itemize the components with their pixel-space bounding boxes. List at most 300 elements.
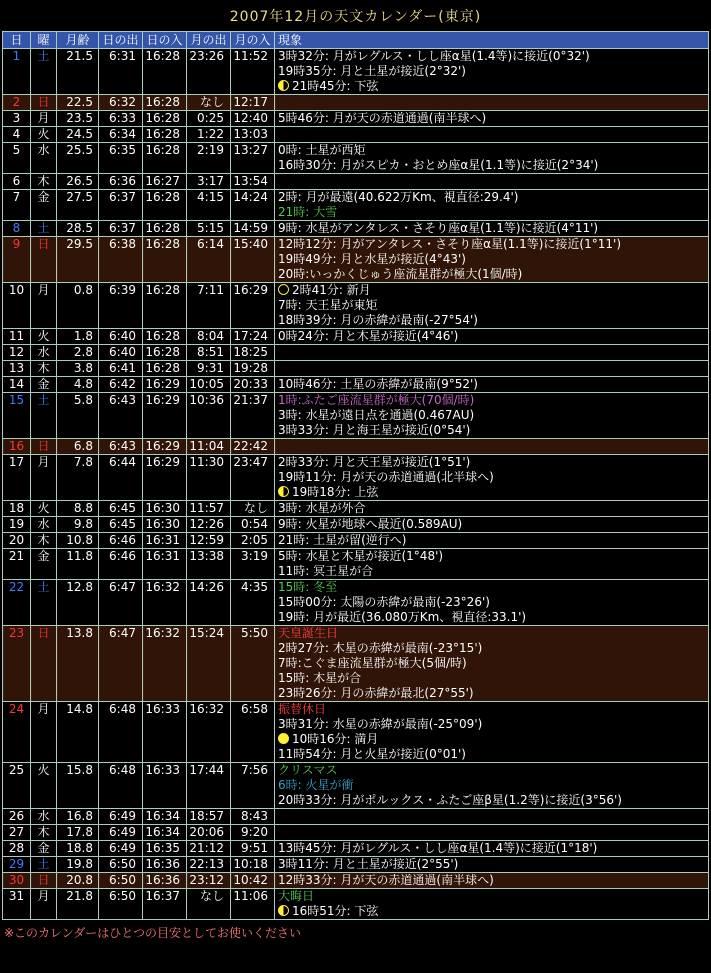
event-text: 6時: 火星が衝	[278, 778, 354, 792]
sunset-cell: 16:32	[143, 580, 187, 626]
calendar-row	[3, 825, 709, 841]
day-cell: 20	[3, 533, 31, 549]
column-header-1: 日	[3, 32, 31, 49]
calendar-row	[3, 501, 709, 517]
calendar-row	[3, 841, 709, 857]
moonrise-cell: 15:24	[187, 626, 231, 702]
calendar-row	[3, 377, 709, 393]
sunset-cell: 16:28	[143, 95, 187, 111]
event-text: 11時: 冥王星が合	[278, 564, 374, 578]
day-cell: 28	[3, 841, 31, 857]
event-text: 19時49分: 月と水星が接近(4°43')	[278, 252, 466, 266]
weekday-cell: 火	[31, 127, 57, 143]
weekday-cell: 土	[31, 580, 57, 626]
day-cell: 17	[3, 455, 31, 501]
column-header-6: 月の出	[187, 32, 231, 49]
day-cell: 29	[3, 857, 31, 873]
weekday-cell: 木	[31, 361, 57, 377]
moonrise-cell: 8:51	[187, 345, 231, 361]
moon-age-cell: 15.8	[57, 763, 99, 809]
sunset-cell: 16:28	[143, 143, 187, 174]
moonset-cell: 17:24	[231, 329, 275, 345]
moonset-cell: 0:54	[231, 517, 275, 533]
moonset-cell: 7:56	[231, 763, 275, 809]
new-moon-icon	[278, 284, 289, 295]
moonrise-cell: 11:30	[187, 455, 231, 501]
moonrise-cell: 2:19	[187, 143, 231, 174]
phenomena-cell	[275, 95, 709, 111]
event-line	[278, 329, 708, 344]
moonset-cell: 13:54	[231, 174, 275, 190]
event-text: 3時33分: 月と海王星が接近(0°54')	[278, 423, 471, 437]
phenomena-cell	[275, 377, 709, 393]
event-line	[278, 237, 708, 252]
phenomena-cell	[275, 702, 709, 763]
moonrise-cell: 23:26	[187, 49, 231, 95]
moonrise-cell: 10:05	[187, 377, 231, 393]
weekday-cell: 土	[31, 49, 57, 95]
event-line	[278, 252, 708, 267]
moon-age-cell: 16.8	[57, 809, 99, 825]
event-line	[278, 778, 708, 793]
phenomena-cell	[275, 889, 709, 920]
astro-calendar-table	[2, 31, 709, 920]
event-line	[278, 408, 708, 423]
calendar-row	[3, 857, 709, 873]
sunrise-cell: 6:33	[99, 111, 143, 127]
calendar-row	[3, 533, 709, 549]
phenomena-cell	[275, 501, 709, 517]
phenomena-cell	[275, 345, 709, 361]
calendar-row	[3, 237, 709, 283]
phenomena-cell	[275, 439, 709, 455]
moonrise-cell: 6:14	[187, 237, 231, 283]
calendar-row	[3, 889, 709, 920]
sunrise-cell: 6:32	[99, 95, 143, 111]
day-cell: 4	[3, 127, 31, 143]
phenomena-cell	[275, 549, 709, 580]
weekday-cell: 月	[31, 889, 57, 920]
calendar-row	[3, 95, 709, 111]
phenomena-cell	[275, 857, 709, 873]
calendar-row	[3, 190, 709, 221]
day-cell: 5	[3, 143, 31, 174]
moonrise-cell: なし	[187, 95, 231, 111]
sunset-cell: 16:29	[143, 393, 187, 439]
moon-age-cell: 22.5	[57, 95, 99, 111]
moon-age-cell: 12.8	[57, 580, 99, 626]
calendar-row	[3, 455, 709, 501]
phenomena-cell	[275, 127, 709, 143]
day-cell: 14	[3, 377, 31, 393]
calendar-row	[3, 221, 709, 237]
event-line	[278, 641, 708, 656]
day-cell: 23	[3, 626, 31, 702]
moonset-cell: 11:06	[231, 889, 275, 920]
event-text: 3時: 水星が遠日点を通過(0.467AU)	[278, 408, 475, 422]
event-line	[278, 221, 708, 236]
sunrise-cell: 6:50	[99, 873, 143, 889]
calendar-body	[3, 49, 709, 920]
event-text: 21時45分: 下弦	[292, 79, 379, 93]
calendar-row	[3, 361, 709, 377]
moonset-cell: 10:18	[231, 857, 275, 873]
sunset-cell: 16:31	[143, 533, 187, 549]
sunrise-cell: 6:40	[99, 345, 143, 361]
moon-age-cell: 6.8	[57, 439, 99, 455]
event-text: 9時: 火星が地球へ最近(0.589AU)	[278, 517, 463, 531]
day-cell: 27	[3, 825, 31, 841]
event-line	[278, 485, 708, 500]
event-text: 7時:こぐま座流星群が極大(5個/時)	[278, 656, 467, 670]
moonset-cell: 11:52	[231, 49, 275, 95]
moonset-cell: 13:27	[231, 143, 275, 174]
moonset-cell: なし	[231, 501, 275, 517]
calendar-row	[3, 517, 709, 533]
event-text: 21時: 土星が留(逆行へ)	[278, 533, 407, 547]
sunrise-cell: 6:36	[99, 174, 143, 190]
event-line	[278, 49, 708, 64]
event-text: 7時: 天王星が東矩	[278, 298, 378, 312]
phenomena-cell	[275, 361, 709, 377]
event-line	[278, 717, 708, 732]
sunset-cell: 16:37	[143, 889, 187, 920]
sunrise-cell: 6:34	[99, 127, 143, 143]
event-line	[278, 671, 708, 686]
moon-age-cell: 20.8	[57, 873, 99, 889]
sunrise-cell: 6:47	[99, 626, 143, 702]
event-text: 3時11分: 月と土星が接近(2°55')	[278, 857, 459, 871]
header-row	[3, 32, 709, 49]
event-text: 5時: 水星と木星が接近(1°48')	[278, 549, 444, 563]
sunrise-cell: 6:49	[99, 825, 143, 841]
weekday-cell: 火	[31, 763, 57, 809]
event-text: 0時24分: 月と木星が接近(4°46')	[278, 329, 459, 343]
sunset-cell: 16:28	[143, 221, 187, 237]
phenomena-cell	[275, 49, 709, 95]
event-line	[278, 732, 708, 747]
weekday-cell: 水	[31, 517, 57, 533]
calendar-row	[3, 580, 709, 626]
sunset-cell: 16:28	[143, 111, 187, 127]
event-text: 2時27分: 木星の赤緯が最南(-23°15')	[278, 641, 483, 655]
event-text: 19時: 月が最近(36.080万Km、視直径:33.1')	[278, 610, 527, 624]
moonrise-cell: 3:17	[187, 174, 231, 190]
event-text: 3時31分: 水星の赤緯が最南(-25°09')	[278, 717, 483, 731]
sunrise-cell: 6:49	[99, 841, 143, 857]
moonset-cell: 2:05	[231, 533, 275, 549]
sunrise-cell: 6:48	[99, 763, 143, 809]
last-quarter-moon-icon	[278, 905, 289, 916]
weekday-cell: 火	[31, 329, 57, 345]
phenomena-cell	[275, 626, 709, 702]
sunrise-cell: 6:47	[99, 580, 143, 626]
moon-age-cell: 25.5	[57, 143, 99, 174]
moonrise-cell: 7:11	[187, 283, 231, 329]
day-cell: 1	[3, 49, 31, 95]
sunrise-cell: 6:35	[99, 143, 143, 174]
day-cell: 21	[3, 549, 31, 580]
calendar-row	[3, 439, 709, 455]
event-line	[278, 190, 708, 205]
event-text: 16時30分: 月がスピカ・おとめ座α星(1.1等)に接近(2°34')	[278, 158, 599, 172]
full-moon-icon	[278, 733, 289, 744]
sunrise-cell: 6:46	[99, 549, 143, 580]
weekday-cell: 日	[31, 237, 57, 283]
page-title: 2007年12月の天文カレンダー(東京)	[229, 9, 482, 25]
weekday-cell: 月	[31, 111, 57, 127]
calendar-row	[3, 873, 709, 889]
moon-age-cell: 14.8	[57, 702, 99, 763]
day-cell: 16	[3, 439, 31, 455]
event-line	[278, 889, 708, 904]
calendar-row	[3, 809, 709, 825]
day-cell: 10	[3, 283, 31, 329]
moonset-cell: 16:29	[231, 283, 275, 329]
day-cell: 18	[3, 501, 31, 517]
calendar-row	[3, 127, 709, 143]
event-line	[278, 904, 708, 919]
event-text: 15時: 木星が合	[278, 671, 362, 685]
moonrise-cell: 8:04	[187, 329, 231, 345]
sunrise-cell: 6:43	[99, 439, 143, 455]
phenomena-cell	[275, 283, 709, 329]
sunrise-cell: 6:40	[99, 329, 143, 345]
sunrise-cell: 6:38	[99, 237, 143, 283]
moonset-cell: 18:25	[231, 345, 275, 361]
calendar-row	[3, 393, 709, 439]
moonrise-cell: 11:57	[187, 501, 231, 517]
event-text: 20時33分: 月がポルックス・ふたご座β星(1.2等)に接近(3°56')	[278, 793, 622, 807]
weekday-cell: 水	[31, 809, 57, 825]
day-cell: 13	[3, 361, 31, 377]
phenomena-cell	[275, 221, 709, 237]
day-cell: 11	[3, 329, 31, 345]
event-line	[278, 763, 708, 778]
event-line	[278, 377, 708, 392]
event-line	[278, 686, 708, 701]
weekday-cell: 金	[31, 377, 57, 393]
event-line	[278, 702, 708, 717]
sunrise-cell: 6:48	[99, 702, 143, 763]
calendar-row	[3, 174, 709, 190]
sunset-cell: 16:36	[143, 873, 187, 889]
weekday-cell: 月	[31, 283, 57, 329]
event-text: 19時35分: 月と土星が接近(2°32')	[278, 64, 466, 78]
sunrise-cell: 6:44	[99, 455, 143, 501]
weekday-cell: 土	[31, 857, 57, 873]
sunrise-cell: 6:50	[99, 889, 143, 920]
event-line	[278, 533, 708, 548]
event-line	[278, 313, 708, 328]
moonrise-cell: 11:04	[187, 439, 231, 455]
event-line	[278, 873, 708, 888]
moonrise-cell: 4:15	[187, 190, 231, 221]
sunset-cell: 16:29	[143, 455, 187, 501]
moonrise-cell: 22:13	[187, 857, 231, 873]
event-line	[278, 205, 708, 220]
event-line	[278, 626, 708, 641]
event-line	[278, 158, 708, 173]
sunrise-cell: 6:50	[99, 857, 143, 873]
moon-age-cell: 24.5	[57, 127, 99, 143]
weekday-cell: 木	[31, 174, 57, 190]
event-line	[278, 267, 708, 282]
event-text: 15時: 冬至	[278, 580, 338, 594]
sunrise-cell: 6:41	[99, 361, 143, 377]
weekday-cell: 水	[31, 143, 57, 174]
column-header-4: 日の出	[99, 32, 143, 49]
sunset-cell: 16:28	[143, 361, 187, 377]
moon-age-cell: 23.5	[57, 111, 99, 127]
moonrise-cell: 20:06	[187, 825, 231, 841]
event-text: 21時: 大雪	[278, 205, 338, 219]
sunrise-cell: 6:46	[99, 533, 143, 549]
phenomena-cell	[275, 329, 709, 345]
moonrise-cell: 23:12	[187, 873, 231, 889]
day-cell: 24	[3, 702, 31, 763]
weekday-cell: 木	[31, 533, 57, 549]
moonrise-cell: 12:26	[187, 517, 231, 533]
event-line	[278, 656, 708, 671]
sunset-cell: 16:30	[143, 517, 187, 533]
calendar-row	[3, 702, 709, 763]
event-line	[278, 549, 708, 564]
event-line	[278, 283, 708, 298]
sunrise-cell: 6:42	[99, 377, 143, 393]
calendar-row	[3, 143, 709, 174]
sunset-cell: 16:34	[143, 809, 187, 825]
moon-age-cell: 21.5	[57, 49, 99, 95]
disclaimer-note: ※このカレンダーはひとつの目安としてお使いください	[4, 926, 302, 940]
event-line	[278, 423, 708, 438]
event-text: 20時:いっかくじゅう座流星群が極大(1個/時)	[278, 267, 523, 281]
sunset-cell: 16:35	[143, 841, 187, 857]
event-text: 3時: 水星が外合	[278, 501, 366, 515]
weekday-cell: 木	[31, 825, 57, 841]
event-text: 19時11分: 月が天の赤道通過(北半球へ)	[278, 470, 494, 484]
moon-age-cell: 13.8	[57, 626, 99, 702]
event-text: 10時46分: 土星の赤緯が最南(9°52')	[278, 377, 478, 391]
event-text: 2時41分: 新月	[292, 283, 371, 297]
moonset-cell: 23:47	[231, 455, 275, 501]
sunset-cell: 16:32	[143, 626, 187, 702]
weekday-cell: 金	[31, 190, 57, 221]
phenomena-cell	[275, 873, 709, 889]
moonrise-cell: 0:25	[187, 111, 231, 127]
phenomena-cell	[275, 393, 709, 439]
moonset-cell: 12:17	[231, 95, 275, 111]
moon-age-cell: 18.8	[57, 841, 99, 857]
moonset-cell: 21:37	[231, 393, 275, 439]
event-line	[278, 393, 708, 408]
moonset-cell: 5:50	[231, 626, 275, 702]
day-cell: 25	[3, 763, 31, 809]
moonrise-cell: 14:26	[187, 580, 231, 626]
weekday-cell: 金	[31, 549, 57, 580]
day-cell: 30	[3, 873, 31, 889]
moonset-cell: 4:35	[231, 580, 275, 626]
day-cell: 3	[3, 111, 31, 127]
moonrise-cell: 17:44	[187, 763, 231, 809]
event-text: 15時00分: 太陽の赤緯が最南(-23°26')	[278, 595, 490, 609]
calendar-row	[3, 626, 709, 702]
day-cell: 7	[3, 190, 31, 221]
event-text: 12時12分: 月がアンタレス・さそり座α星(1.1等)に接近(1°11')	[278, 237, 622, 251]
sunset-cell: 16:36	[143, 857, 187, 873]
day-cell: 6	[3, 174, 31, 190]
event-line	[278, 501, 708, 516]
event-text: 天皇誕生日	[278, 626, 339, 640]
moonset-cell: 9:51	[231, 841, 275, 857]
moonset-cell: 20:33	[231, 377, 275, 393]
event-text: 3時32分: 月がレグルス・しし座α星(1.4等)に接近(0°32')	[278, 49, 590, 63]
phenomena-cell	[275, 174, 709, 190]
sunset-cell: 16:28	[143, 283, 187, 329]
event-text: 23時26分: 月の赤緯が最北(27°55')	[278, 686, 474, 700]
moonset-cell: 14:59	[231, 221, 275, 237]
day-cell: 22	[3, 580, 31, 626]
event-text: 9時: 水星がアンタレス・さそり座α星(1.1等)に接近(4°11')	[278, 221, 599, 235]
weekday-cell: 日	[31, 873, 57, 889]
event-text: 2時33分: 月と天王星が接近(1°51')	[278, 455, 471, 469]
sunrise-cell: 6:49	[99, 809, 143, 825]
last-quarter-moon-icon	[278, 80, 289, 91]
event-line	[278, 564, 708, 579]
calendar-row	[3, 283, 709, 329]
event-line	[278, 64, 708, 79]
day-cell: 2	[3, 95, 31, 111]
column-header-7: 月の入	[231, 32, 275, 49]
moonset-cell: 22:42	[231, 439, 275, 455]
sunset-cell: 16:29	[143, 377, 187, 393]
sunset-cell: 16:28	[143, 237, 187, 283]
sunset-cell: 16:33	[143, 702, 187, 763]
phenomena-cell	[275, 190, 709, 221]
phenomena-cell	[275, 533, 709, 549]
event-line	[278, 793, 708, 808]
event-line	[278, 517, 708, 532]
event-line	[278, 79, 708, 94]
sunset-cell: 16:29	[143, 439, 187, 455]
moonrise-cell: 21:12	[187, 841, 231, 857]
moon-age-cell: 2.8	[57, 345, 99, 361]
sunrise-cell: 6:31	[99, 49, 143, 95]
event-text: 振替休日	[278, 702, 327, 716]
sunset-cell: 16:28	[143, 329, 187, 345]
phenomena-cell	[275, 763, 709, 809]
moon-age-cell: 5.8	[57, 393, 99, 439]
event-line	[278, 747, 708, 762]
moonset-cell: 10:42	[231, 873, 275, 889]
sunset-cell: 16:28	[143, 127, 187, 143]
sunset-cell: 16:28	[143, 49, 187, 95]
day-cell: 9	[3, 237, 31, 283]
moon-age-cell: 29.5	[57, 237, 99, 283]
moonset-cell: 14:24	[231, 190, 275, 221]
moonrise-cell: 1:22	[187, 127, 231, 143]
first-quarter-moon-icon	[278, 486, 289, 497]
phenomena-cell	[275, 111, 709, 127]
moon-age-cell: 11.8	[57, 549, 99, 580]
calendar-row	[3, 329, 709, 345]
weekday-cell: 土	[31, 393, 57, 439]
moonrise-cell: 5:15	[187, 221, 231, 237]
weekday-cell: 火	[31, 501, 57, 517]
phenomena-cell	[275, 809, 709, 825]
sunrise-cell: 6:39	[99, 283, 143, 329]
calendar-header	[3, 32, 709, 49]
